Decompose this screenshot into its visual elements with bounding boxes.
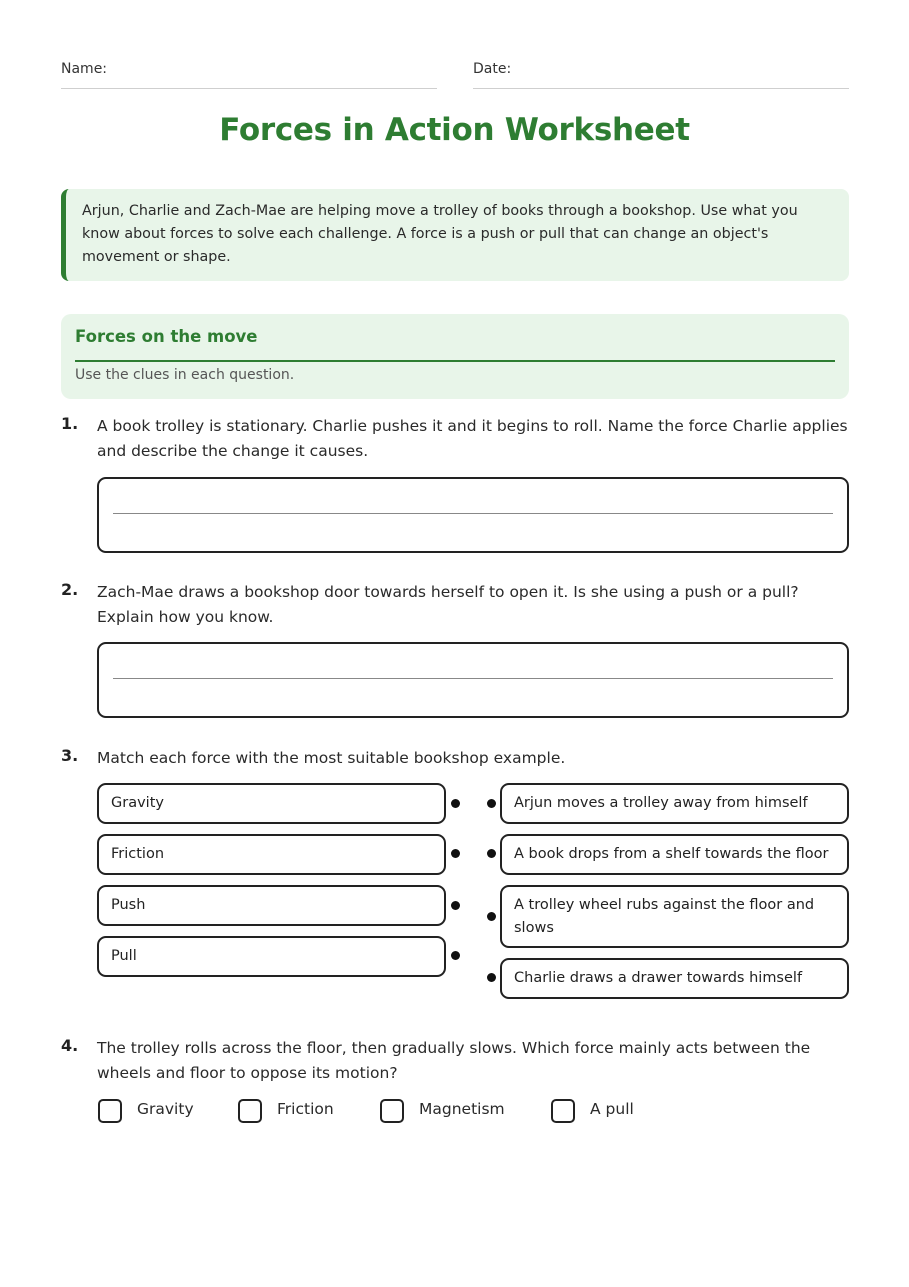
match-right-example[interactable]: A trolley wheel rubs against the floor and slows	[500, 885, 849, 948]
option-label: Gravity	[137, 1100, 194, 1118]
match-left-pull[interactable]: Pull	[97, 936, 446, 977]
option-friction[interactable]	[238, 1099, 348, 1127]
name-label: Name:	[61, 61, 108, 77]
answer-line	[113, 513, 833, 514]
option-label: Friction	[277, 1100, 334, 1118]
intro-panel	[61, 189, 849, 281]
match-right-dot[interactable]	[487, 912, 496, 921]
answer-box-2[interactable]	[97, 642, 849, 718]
question-3	[61, 746, 849, 772]
question-number: 4.	[61, 1036, 79, 1055]
name-field[interactable]	[61, 61, 437, 89]
match-left-dot[interactable]	[451, 951, 460, 960]
section-title: Forces on the move	[75, 326, 835, 362]
date-field[interactable]	[473, 61, 849, 89]
match-right-example[interactable]: A book drops from a shelf towards the floor	[500, 834, 849, 875]
match-left-dot[interactable]	[451, 799, 460, 808]
question-text: The trolley rolls across the floor, then gradually slows. Which force mainly acts between the wheels and floor to oppose its motion?	[97, 1039, 811, 1082]
section-subtitle: Use the clues in each question.	[75, 367, 295, 383]
checkbox-icon[interactable]	[238, 1099, 262, 1123]
option-magnetism[interactable]	[380, 1099, 520, 1127]
option-a-pull[interactable]	[551, 1099, 661, 1127]
question-number: 1.	[61, 414, 79, 433]
match-right-dot[interactable]	[487, 849, 496, 858]
intro-text: Arjun, Charlie and Zach-Mae are helping move a trolley of books through a bookshop. Use what you know about forces to solve each challenge. A force is a push or pull that can change an object's movement or shape.	[82, 203, 798, 265]
match-right-example[interactable]: Arjun moves a trolley away from himself	[500, 783, 849, 824]
date-label: Date:	[473, 61, 512, 77]
option-label: Magnetism	[419, 1100, 505, 1118]
question-number: 2.	[61, 580, 79, 599]
answer-box-1[interactable]	[97, 477, 849, 553]
page-title: Forces in Action Worksheet	[219, 112, 690, 148]
header-fields	[61, 61, 849, 89]
question-text: A book trolley is stationary. Charlie pushes it and it begins to roll. Name the force Charlie applies and describe the change it causes.	[97, 417, 848, 460]
match-left-gravity[interactable]: Gravity	[97, 783, 446, 824]
match-right-dot[interactable]	[487, 799, 496, 808]
question-text: Match each force with the most suitable bookshop example.	[97, 749, 566, 767]
checkbox-icon[interactable]	[98, 1099, 122, 1123]
match-left-push[interactable]: Push	[97, 885, 446, 926]
match-left-dot[interactable]	[451, 849, 460, 858]
answer-line	[113, 678, 833, 679]
match-left-dot[interactable]	[451, 901, 460, 910]
checkbox-icon[interactable]	[551, 1099, 575, 1123]
section-header	[61, 314, 849, 399]
question-text: Zach-Mae draws a bookshop door towards herself to open it. Is she using a push or a pull? Explain how you know.	[97, 583, 799, 626]
question-4	[61, 1036, 849, 1086]
question-number: 3.	[61, 746, 79, 765]
match-left-friction[interactable]: Friction	[97, 834, 446, 875]
match-right-dot[interactable]	[487, 973, 496, 982]
match-right-example[interactable]: Charlie draws a drawer towards himself	[500, 958, 849, 999]
option-gravity[interactable]	[98, 1099, 208, 1127]
checkbox-icon[interactable]	[380, 1099, 404, 1123]
option-label: A pull	[590, 1100, 634, 1118]
question-1	[61, 414, 849, 464]
question-2	[61, 580, 849, 630]
